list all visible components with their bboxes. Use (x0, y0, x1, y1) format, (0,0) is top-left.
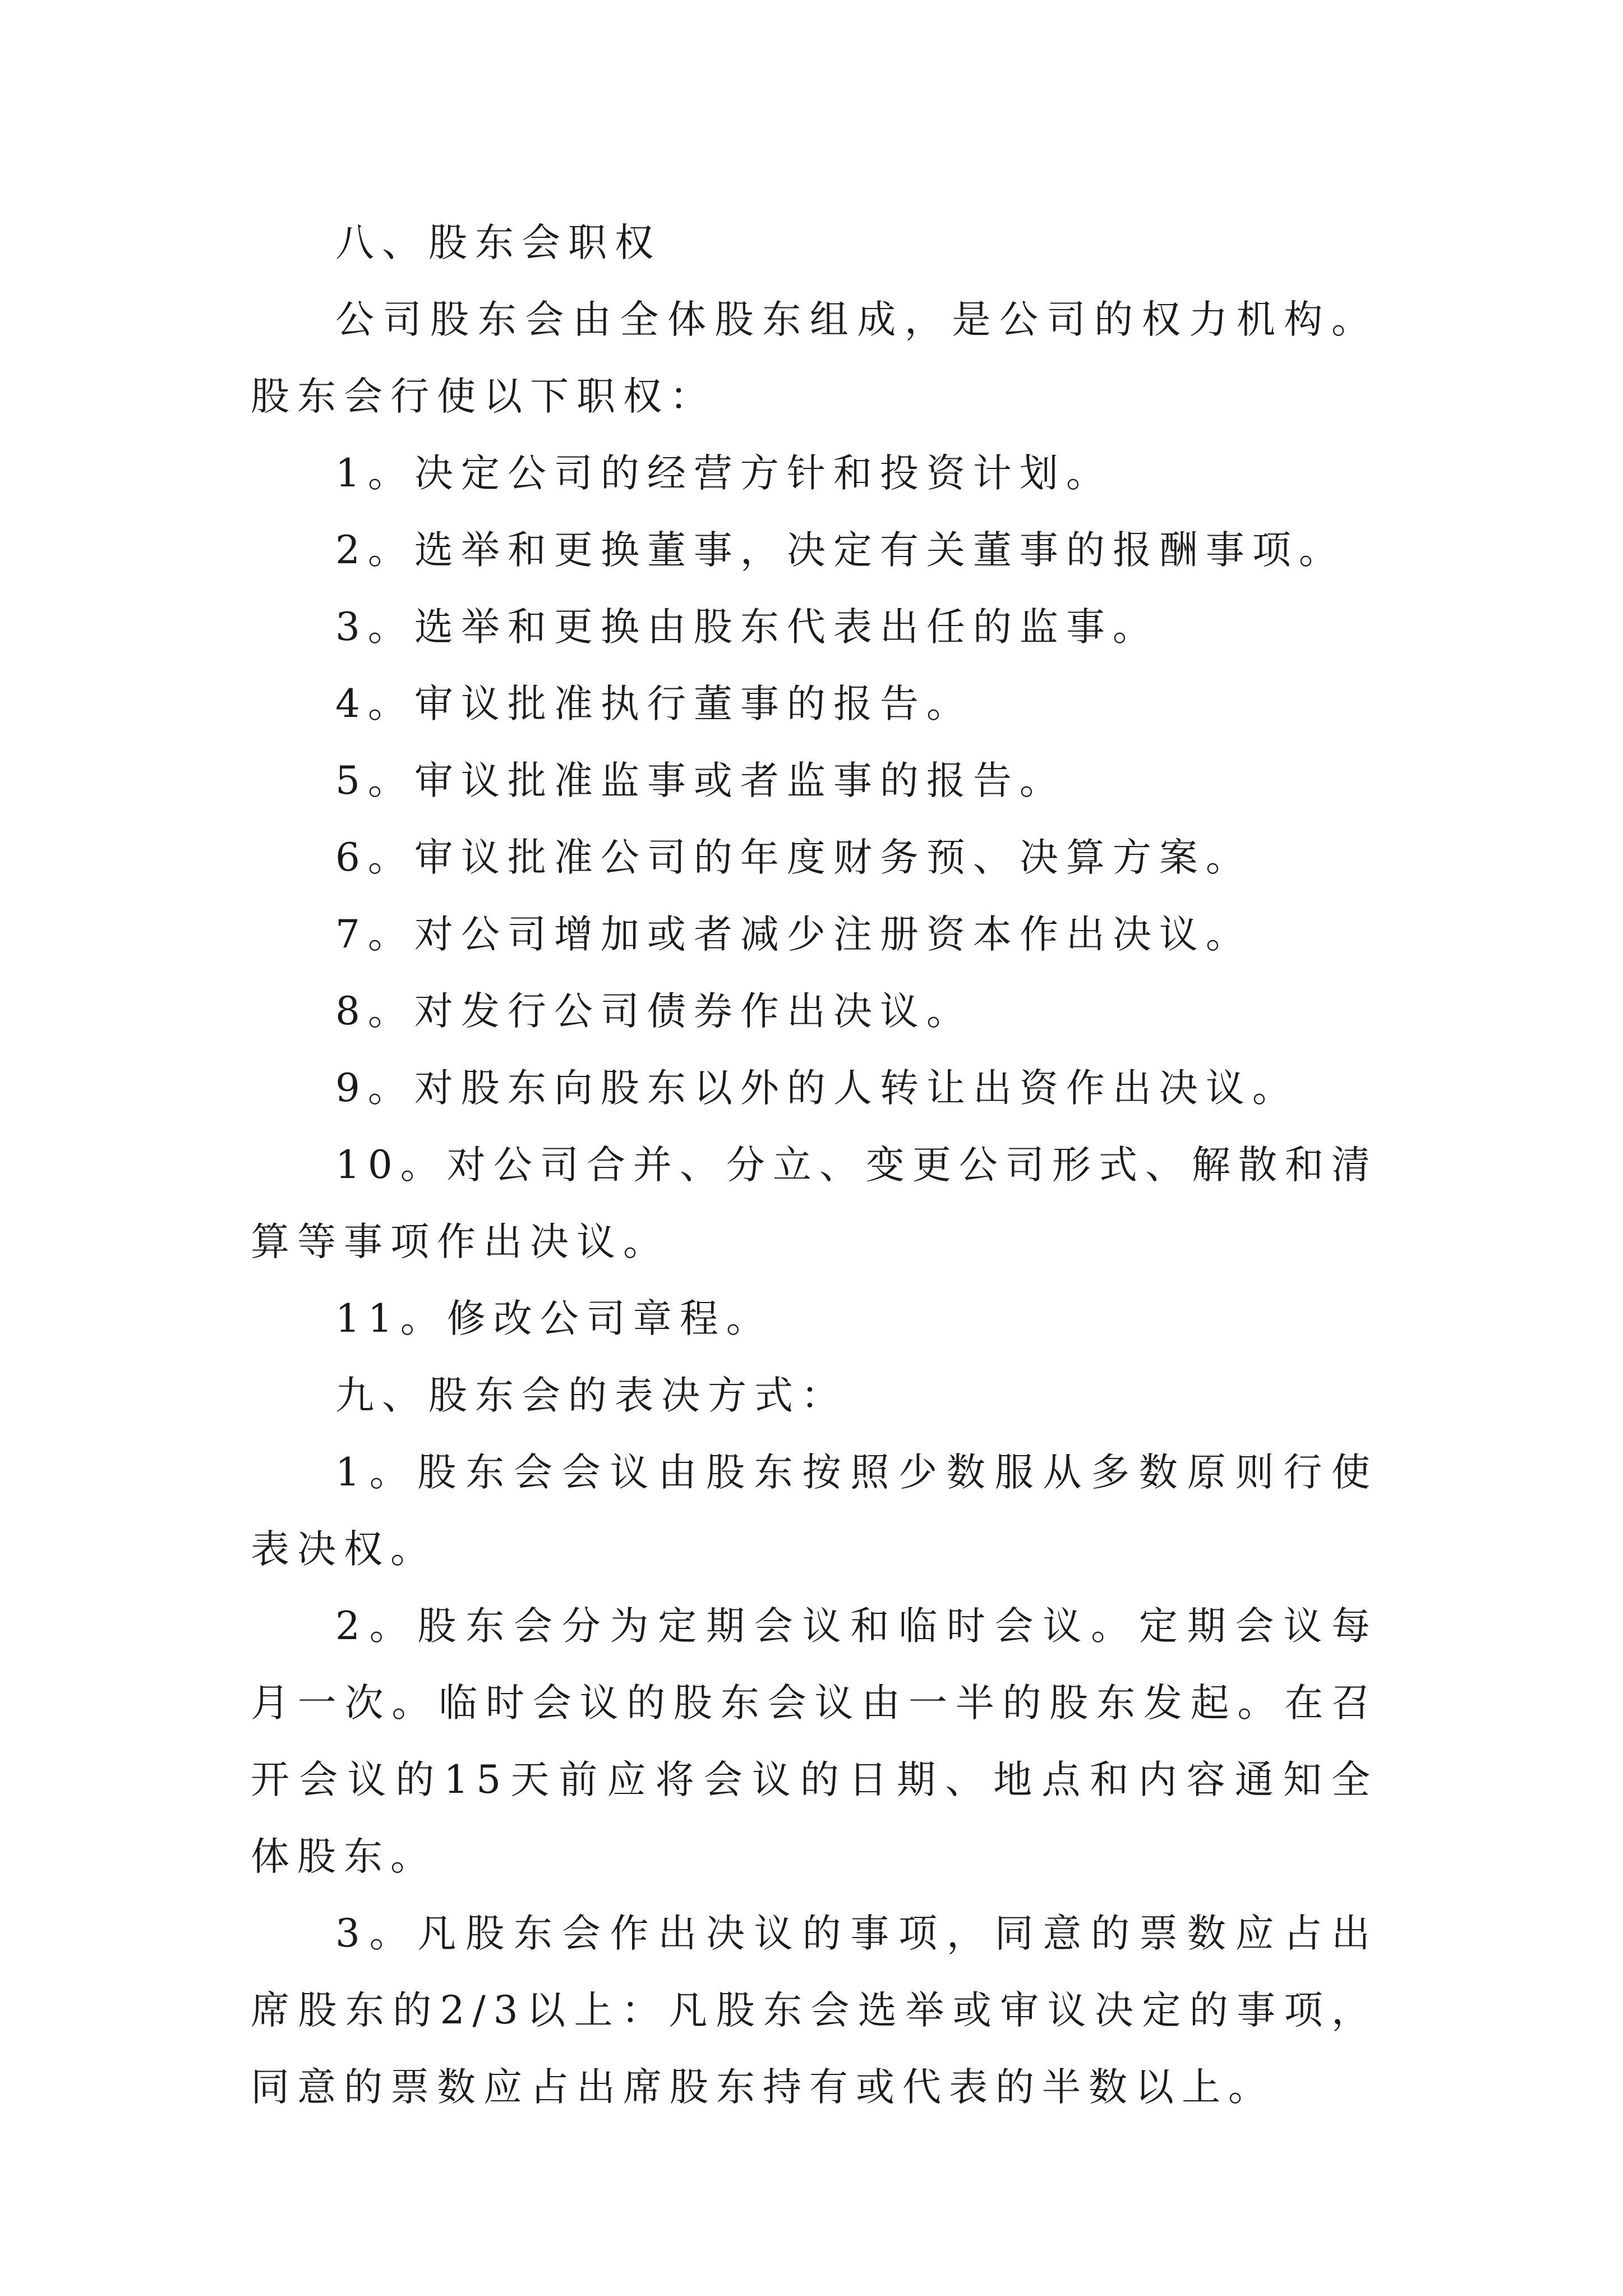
list-item: 5。审议批准监事或者监事的报告。 (335, 758, 1066, 803)
list-item: 7。对公司增加或者减少注册资本作出决议。 (335, 912, 1252, 957)
list-item: 9。对股东向股东以外的人转让出资作出决议。 (335, 1066, 1299, 1111)
section-heading: 九、股东会的表决方式： (335, 1373, 847, 1418)
list-item: 3。凡股东会作出决议的事项，同意的票数应占出席股东的2/3以上：凡股东会选举或审议决定的事项，同意的票数应占出席股东持有或代表的半数以上。 (251, 1911, 1378, 2110)
list-item: 2。股东会分为定期会议和临时会议。定期会议每月一次。临时会议的股东会议由一半的股东发起。在召开会议的15天前应将会议的日期、地点和内容通知全体股东。 (251, 1604, 1378, 1879)
section-heading: 八、股东会职权 (335, 220, 661, 265)
list-item: 4。审议批准执行董事的报告。 (335, 682, 973, 726)
list-item: 10。对公司合并、分立、变更公司形式、解散和清算等事项作出决议。 (251, 1143, 1378, 1264)
list-item: 11。修改公司章程。 (335, 1296, 773, 1341)
list-item: 2。选举和更换董事，决定有关董事的报酬事项。 (335, 528, 1345, 573)
document-body (251, 205, 1378, 2126)
list-item: 1。决定公司的经营方针和投资计划。 (335, 451, 1113, 496)
list-item: 3。选举和更换由股东代表出任的监事。 (335, 605, 1159, 650)
list-item: 1。股东会会议由股东按照少数服从多数原则行使表决权。 (251, 1450, 1378, 1572)
list-item: 8。对发行公司债券作出决议。 (335, 989, 973, 1034)
list-item: 6。审议批准公司的年度财务预、决算方案。 (335, 835, 1252, 880)
paragraph: 公司股东会由全体股东组成，是公司的权力机构。股东会行使以下职权： (251, 297, 1378, 419)
